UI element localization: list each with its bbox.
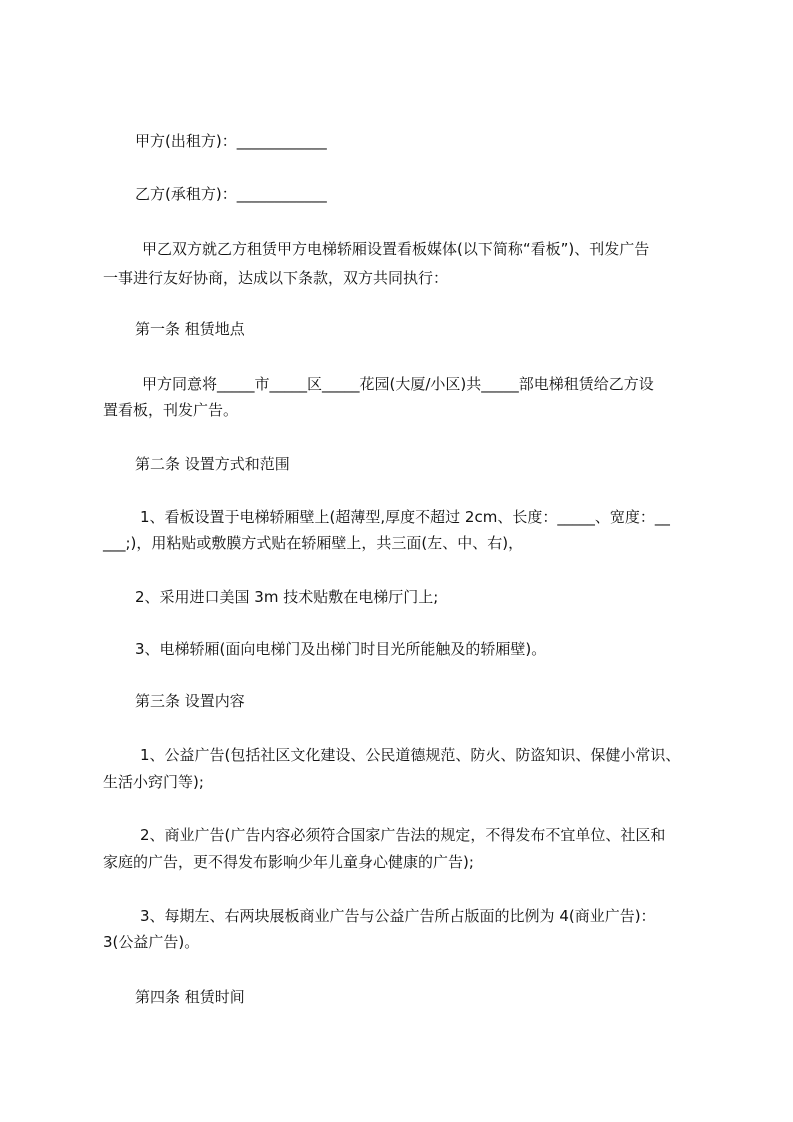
article3-item2-line-2: 家庭的广告，更不得发布影响少年儿童身心健康的广告); bbox=[103, 853, 474, 871]
article3-item3-line-1: 3、每期左、右两块展板商业广告与公益广告所占版面的比例为 4(商业广告)： bbox=[140, 907, 656, 925]
article4-title: 第四条 租赁时间 bbox=[135, 988, 245, 1006]
article2-item1-line-1: 1、看板设置于电梯轿厢壁上(超薄型,厚度不超过 2cm、长度：_____、宽度：__ bbox=[140, 508, 670, 526]
article2-item1-line-2: ___;)，用粘贴或敷膜方式贴在轿厢壁上，共三面(左、中、右)， bbox=[103, 534, 524, 552]
article2-title: 第二条 设置方式和范围 bbox=[135, 455, 290, 473]
intro-line-2: 一事进行友好协商，达成以下条款，双方共同执行： bbox=[103, 269, 449, 287]
article1-body-line-2: 置看板，刊发广告。 bbox=[103, 401, 239, 419]
article3-item1-line-2: 生活小窍门等); bbox=[103, 773, 204, 791]
party-a-line: 甲方(出租方)：____________ bbox=[135, 132, 327, 150]
article3-item1-line-1: 1、公益广告(包括社区文化建设、公民道德规范、防火、防盗知识、保健小常识、 bbox=[140, 746, 681, 764]
article1-body-line-1: 甲方同意将_____市_____区_____花园(大厦/小区)共_____部电梯租赁给乙方设 bbox=[142, 375, 654, 393]
article1-title: 第一条 租赁地点 bbox=[135, 320, 245, 338]
article2-item3: 3、电梯轿厢(面向电梯门及出梯门时目光所能触及的轿厢壁)。 bbox=[135, 640, 547, 658]
article2-item2: 2、采用进口美国 3m 技术贴敷在电梯厅门上; bbox=[135, 588, 439, 606]
party-b-line: 乙方(承租方)：____________ bbox=[135, 185, 327, 203]
article3-title: 第三条 设置内容 bbox=[135, 692, 245, 710]
article3-item3-line-2: 3(公益广告)。 bbox=[103, 933, 200, 951]
intro-line-1: 甲乙双方就乙方租赁甲方电梯轿厢设置看板媒体(以下简称“看板”)、刊发广告 bbox=[142, 240, 650, 258]
article3-item2-line-1: 2、商业广告(广告内容必须符合国家广告法的规定，不得发布不宜单位、社区和 bbox=[140, 826, 666, 844]
